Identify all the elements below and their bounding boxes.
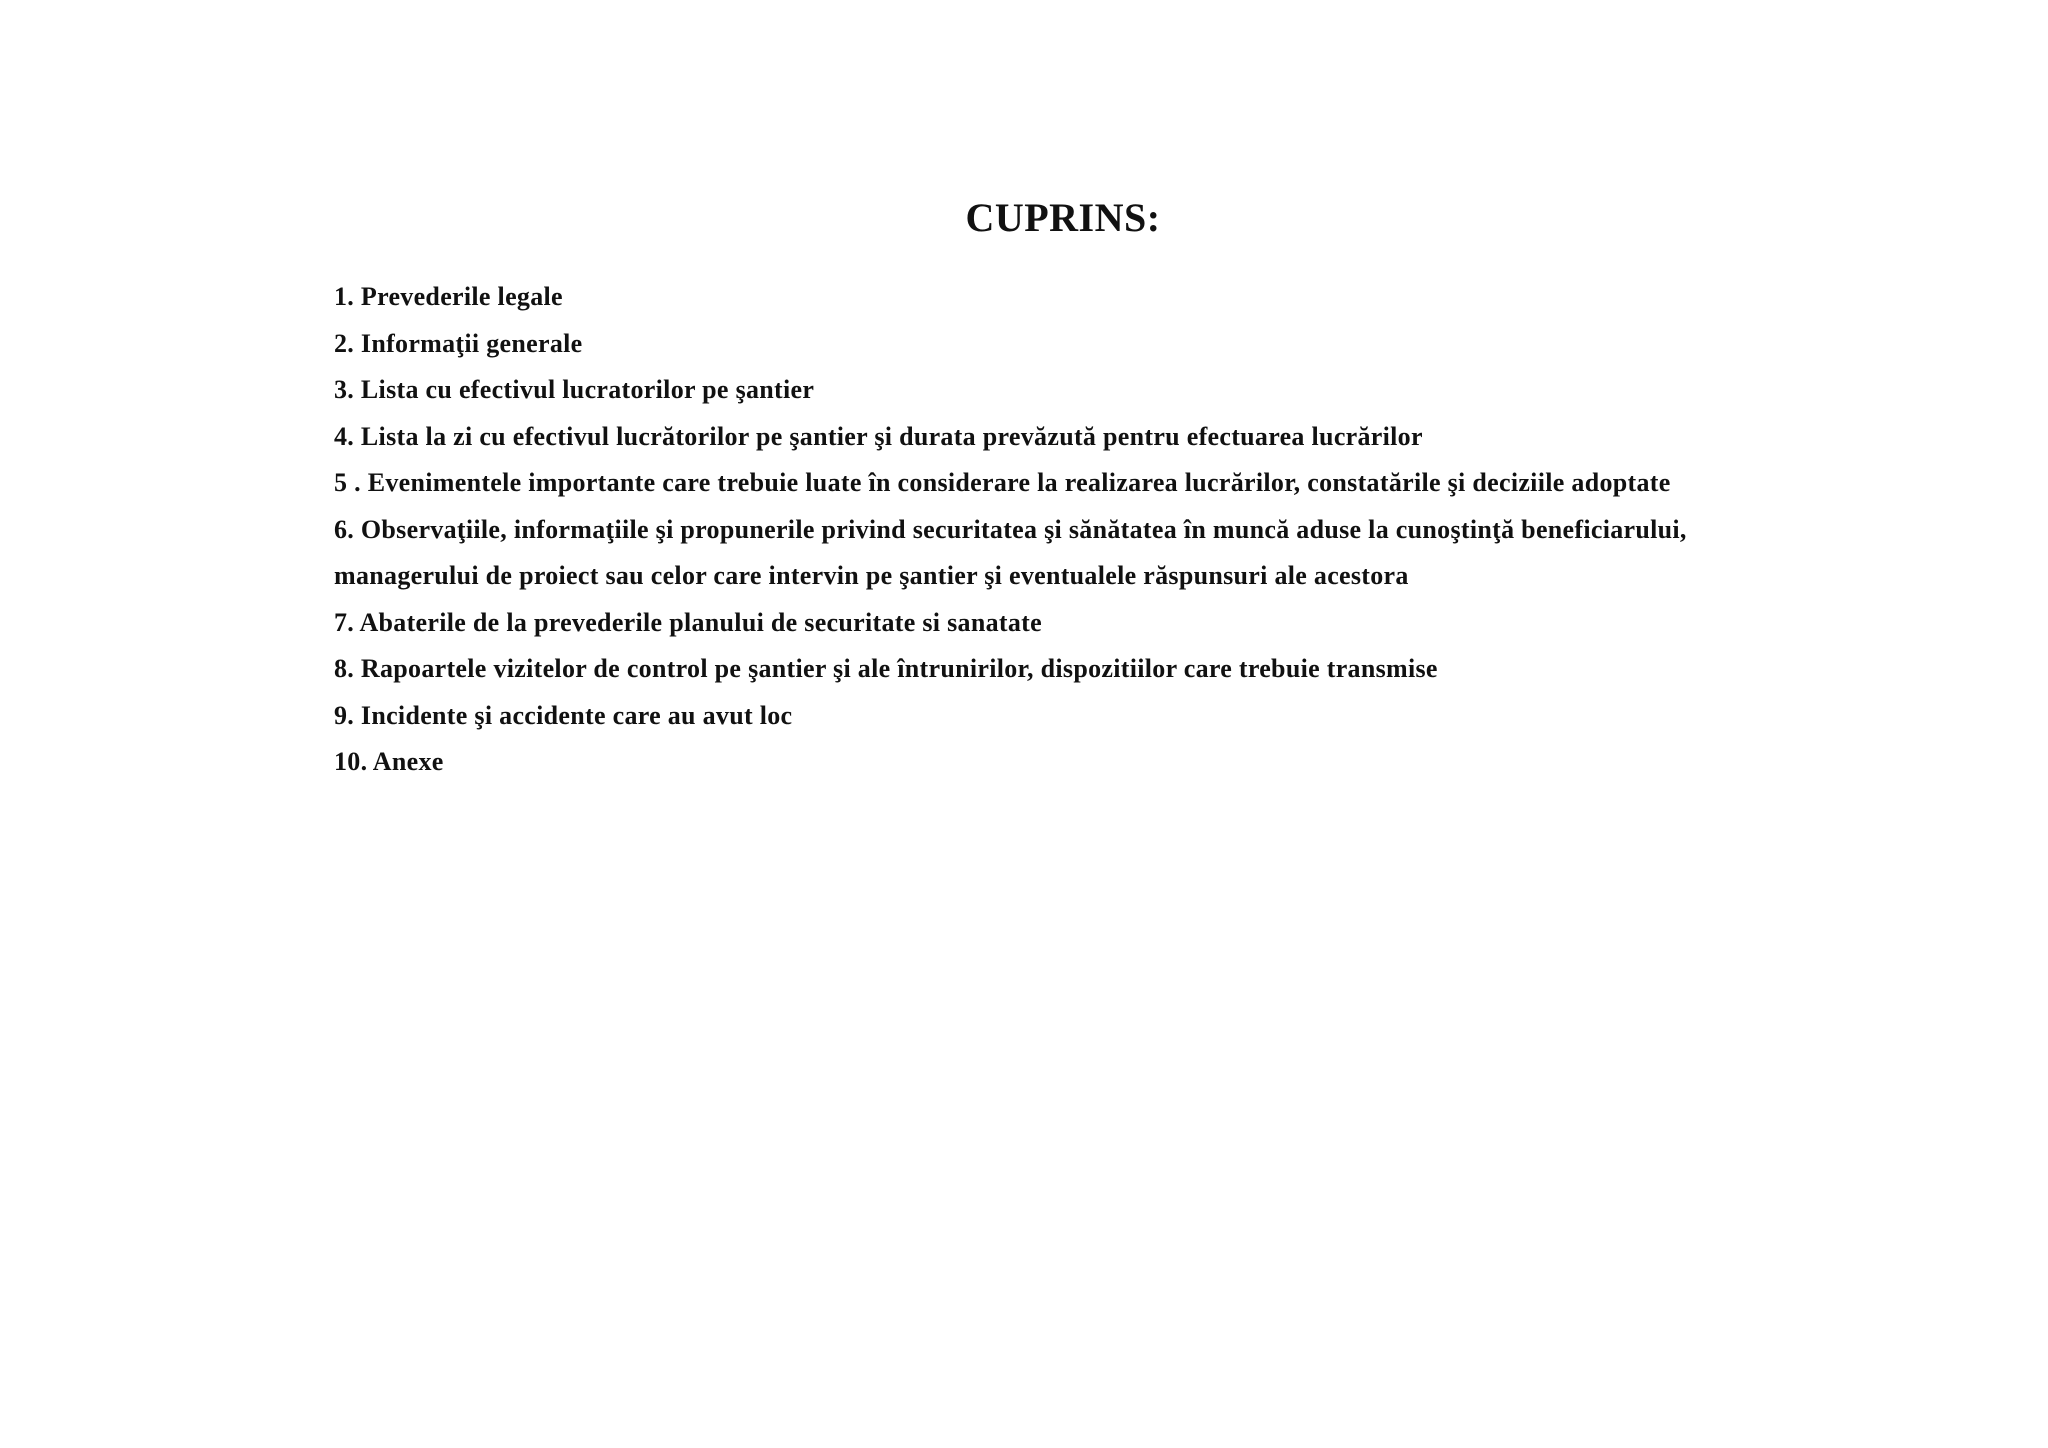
toc-item-2: 2. Informaţii generale bbox=[334, 328, 583, 358]
toc-item-1: 1. Prevederile legale bbox=[334, 282, 563, 311]
toc-item-4: 4. Lista la zi cu efectivul lucrătorilor pe şantier şi durata prevăzută pentru efectuarea lucrărilor bbox=[334, 421, 1423, 451]
toc-item-5: 5 . Evenimentele importante care trebuie luate în considerare la realizarea lucrărilor, constatările şi deciziile adoptate bbox=[334, 468, 1671, 497]
toc-item-7: 7. Abaterile de la prevederile planului de securitate si sanatate bbox=[334, 607, 1042, 637]
toc-item-6: 6. Observaţiile, informaţiile şi propunerile privind securitatea şi sănătatea în muncă aduse la cunoştinţă beneficiarului, bbox=[334, 514, 1687, 544]
table-of-contents bbox=[334, 274, 1894, 786]
toc-item-6-continued: managerului de proiect sau celor care intervin pe şantier şi eventualele răspunsuri ale acestora bbox=[334, 561, 1409, 590]
toc-item-10: 10. Anexe bbox=[334, 747, 444, 776]
toc-item-8: 8. Rapoartele vizitelor de control pe şantier şi ale întrunirilor, dispozitiilor care trebuie transmise bbox=[334, 654, 1438, 683]
toc-item-9: 9. Incidente şi accidente care au avut loc bbox=[334, 700, 793, 730]
page-title: CUPRINS: bbox=[965, 195, 1161, 240]
toc-item-3: 3. Lista cu efectivul lucratorilor pe şantier bbox=[334, 375, 815, 404]
